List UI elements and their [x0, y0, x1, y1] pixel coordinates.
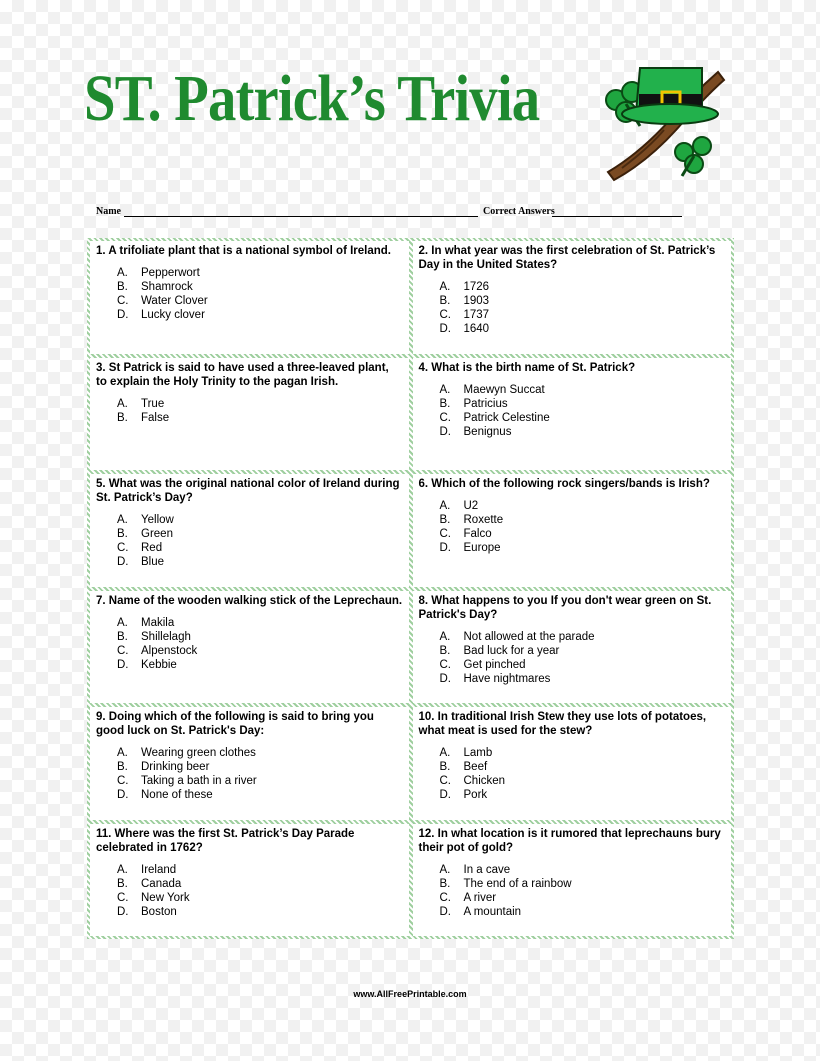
answer-option	[96, 905, 403, 919]
answer-option	[419, 774, 726, 788]
option-text: Makila	[141, 616, 175, 629]
question-card	[90, 824, 409, 937]
answer-option	[419, 658, 726, 672]
option-list	[419, 499, 726, 555]
option-letter: B.	[439, 295, 451, 307]
option-text: Canada	[141, 877, 182, 890]
option-list	[96, 513, 403, 569]
option-text: A river	[463, 891, 497, 904]
option-letter: D.	[439, 542, 451, 554]
question-card	[90, 591, 409, 704]
question-card	[413, 474, 732, 587]
option-text: Shillelagh	[141, 630, 191, 643]
option-list	[96, 397, 403, 425]
option-letter: B.	[439, 397, 451, 410]
option-list	[419, 383, 726, 439]
option-letter: D.	[117, 789, 129, 801]
question-card	[90, 241, 409, 354]
option-letter: B.	[439, 761, 451, 773]
question-card	[413, 591, 732, 704]
option-letter: C.	[117, 775, 129, 787]
answer-option	[419, 905, 726, 919]
option-text: Drinking beer	[141, 761, 210, 773]
option-list	[96, 746, 403, 802]
option-text: Yellow	[141, 514, 174, 526]
answer-option	[96, 891, 403, 905]
question-text: 11. Where was the first St. Patrick’s Day Parade celebrated in 1762?	[96, 827, 355, 854]
option-letter: A.	[439, 747, 451, 759]
answer-option	[419, 397, 726, 411]
option-text: A mountain	[463, 905, 522, 918]
question-text: 7. Name of the wooden walking stick of the Leprechaun.	[96, 594, 403, 607]
answer-option	[96, 630, 403, 644]
option-text: Boston	[141, 905, 177, 918]
option-text: New York	[141, 891, 190, 904]
option-letter: B.	[117, 528, 128, 540]
answer-option	[96, 411, 403, 425]
answer-option	[419, 513, 726, 527]
option-letter: C.	[117, 644, 129, 657]
question-card	[413, 707, 732, 820]
option-letter: C.	[117, 542, 129, 554]
option-letter: D.	[439, 425, 451, 438]
answer-header-row	[96, 204, 686, 220]
option-text: Shamrock	[141, 281, 193, 293]
option-text: 1903	[463, 295, 490, 307]
answer-option	[419, 630, 726, 644]
answer-option	[96, 308, 403, 322]
answer-option	[96, 616, 403, 630]
option-letter: A.	[439, 863, 451, 876]
option-letter: A.	[117, 616, 128, 629]
question-card	[90, 707, 409, 820]
option-text: The end of a rainbow	[463, 877, 572, 890]
answer-option	[419, 746, 726, 760]
option-letter: B.	[439, 877, 451, 890]
question-text: 8. What happens to you If you don't wear green on St. Patrick's Day?	[418, 594, 712, 621]
correct-answers-field[interactable]	[552, 216, 682, 217]
question-card	[90, 474, 409, 587]
trivia-grid	[87, 238, 734, 939]
option-text: None of these	[141, 789, 213, 801]
option-letter: A.	[117, 514, 128, 526]
option-text: Ireland	[141, 863, 177, 876]
question-text: 5. What was the original national color of Ireland during St. Patrick’s Day?	[96, 478, 400, 504]
option-letter: C.	[439, 411, 451, 424]
page-title: ST. Patrick’s Trivia	[84, 62, 540, 135]
option-letter: C.	[439, 309, 451, 321]
option-letter: B.	[117, 877, 128, 890]
option-list	[419, 746, 726, 802]
answer-option	[96, 541, 403, 555]
option-letter: C.	[439, 775, 451, 787]
leprechaun-hat-icon	[598, 60, 726, 182]
option-text: 1737	[463, 309, 490, 321]
option-text: True	[141, 397, 165, 410]
option-letter: C.	[439, 891, 451, 904]
answer-option	[419, 644, 726, 658]
option-letter: D.	[439, 789, 451, 801]
option-text: In a cave	[463, 863, 511, 876]
option-letter: B.	[117, 411, 128, 424]
option-letter: A.	[117, 397, 128, 410]
question-text: 1. A trifoliate plant that is a national symbol of Ireland.	[96, 245, 391, 257]
option-text: Taking a bath in a river	[141, 775, 257, 787]
option-list	[96, 863, 403, 919]
option-letter: D.	[117, 658, 129, 671]
option-letter: D.	[117, 905, 129, 918]
answer-option	[419, 308, 726, 322]
option-text: Roxette	[463, 514, 504, 526]
option-list	[419, 863, 726, 919]
answer-option	[96, 774, 403, 788]
question-text: 6. Which of the following rock singers/bands is Irish?	[418, 478, 710, 490]
answer-option	[419, 760, 726, 774]
option-text: Kebbie	[141, 658, 177, 671]
answer-option	[96, 863, 403, 877]
option-letter: A.	[117, 267, 128, 279]
answer-option	[96, 658, 403, 672]
option-text: Falco	[463, 528, 492, 540]
option-letter: D.	[117, 309, 129, 321]
footer-url: www.AllFreePrintable.com	[353, 989, 467, 999]
answer-option	[96, 280, 403, 294]
question-text: 3. St Patrick is said to have used a three-leaved plant, to explain the Holy Trinity to the pagan Irish.	[96, 361, 389, 388]
option-text: 1726	[463, 281, 490, 293]
answer-option	[96, 788, 403, 802]
option-list	[419, 630, 726, 686]
option-letter: A.	[439, 383, 451, 396]
option-text: Water Clover	[141, 295, 208, 307]
option-letter: A.	[439, 281, 451, 293]
answer-option	[419, 294, 726, 308]
shamrock-icon	[675, 137, 711, 176]
question-card	[90, 358, 409, 471]
question-text: 4. What is the birth name of St. Patrick?	[418, 361, 636, 374]
option-letter: C.	[117, 295, 129, 307]
name-label: Name	[96, 206, 121, 217]
option-list	[96, 266, 403, 322]
answer-option	[96, 877, 403, 891]
option-letter: A.	[439, 500, 451, 512]
question-card	[413, 824, 732, 937]
answer-option	[419, 877, 726, 891]
question-text: 2. In what year was the first celebration of St. Patrick’s Day in the United States?	[418, 245, 716, 271]
option-text: Chicken	[463, 775, 506, 787]
option-text: Beef	[463, 761, 488, 773]
option-text: Benignus	[463, 425, 512, 438]
option-text: Bad luck for a year	[463, 644, 560, 657]
option-letter: C.	[439, 528, 451, 540]
option-letter: B.	[439, 514, 451, 526]
option-text: Pork	[463, 789, 488, 801]
answer-option	[96, 760, 403, 774]
answer-option	[419, 788, 726, 802]
option-text: Have nightmares	[463, 672, 551, 685]
option-text: Maewyn Succat	[463, 383, 545, 396]
answer-option	[419, 891, 726, 905]
answer-option	[419, 322, 726, 336]
answer-option	[419, 672, 726, 686]
option-letter: A.	[117, 863, 128, 876]
question-card	[413, 358, 732, 471]
option-letter: A.	[439, 630, 451, 643]
question-text: 9. Doing which of the following is said to bring you good luck on St. Patrick's Day:	[96, 711, 374, 737]
question-text: 10. In traditional Irish Stew they use lots of potatoes, what meat is used for the stew?	[418, 711, 707, 737]
answer-option	[96, 294, 403, 308]
option-text: Green	[141, 528, 173, 540]
question-text: 12. In what location is it rumored that leprechauns bury their pot of gold?	[418, 827, 721, 854]
answer-option	[419, 280, 726, 294]
question-card	[413, 241, 732, 354]
option-letter: D.	[439, 905, 451, 918]
option-letter: A.	[117, 747, 128, 759]
answer-option	[419, 411, 726, 425]
answer-option	[419, 383, 726, 397]
answer-option	[419, 541, 726, 555]
option-letter: B.	[439, 644, 451, 657]
answer-option	[96, 527, 403, 541]
answer-option	[419, 527, 726, 541]
option-text: Red	[141, 542, 163, 554]
option-letter: D.	[439, 323, 451, 335]
answer-option	[96, 513, 403, 527]
option-letter: C.	[439, 658, 451, 671]
option-text: False	[141, 411, 170, 424]
option-text: Not allowed at the parade	[463, 630, 595, 643]
option-text: Wearing green clothes	[141, 747, 256, 759]
option-text: Lucky clover	[141, 309, 205, 321]
option-text: Lamb	[463, 747, 493, 759]
answer-option	[96, 644, 403, 658]
answer-option	[96, 266, 403, 280]
option-letter: B.	[117, 761, 128, 773]
option-letter: B.	[117, 630, 128, 643]
option-text: Patrick Celestine	[463, 411, 550, 424]
option-list	[96, 616, 403, 672]
name-field[interactable]	[124, 216, 478, 217]
answer-option	[419, 863, 726, 877]
option-text: Europe	[463, 542, 501, 554]
option-text: Alpenstock	[141, 644, 198, 657]
option-text: 1640	[463, 323, 490, 335]
answer-option	[96, 746, 403, 760]
option-letter: D.	[117, 556, 129, 568]
answer-option	[419, 499, 726, 513]
correct-answers-label: Correct Answers	[483, 206, 555, 217]
option-text: Pepperwort	[141, 267, 200, 279]
option-letter: C.	[117, 891, 129, 904]
answer-option	[419, 425, 726, 439]
answer-option	[96, 397, 403, 411]
option-text: Patricius	[463, 397, 508, 410]
option-text: Blue	[141, 556, 165, 568]
option-letter: D.	[439, 672, 451, 685]
answer-option	[96, 555, 403, 569]
option-text: Get pinched	[463, 658, 526, 671]
option-letter: B.	[117, 281, 128, 293]
option-list	[419, 280, 726, 336]
option-text: U2	[463, 500, 479, 512]
